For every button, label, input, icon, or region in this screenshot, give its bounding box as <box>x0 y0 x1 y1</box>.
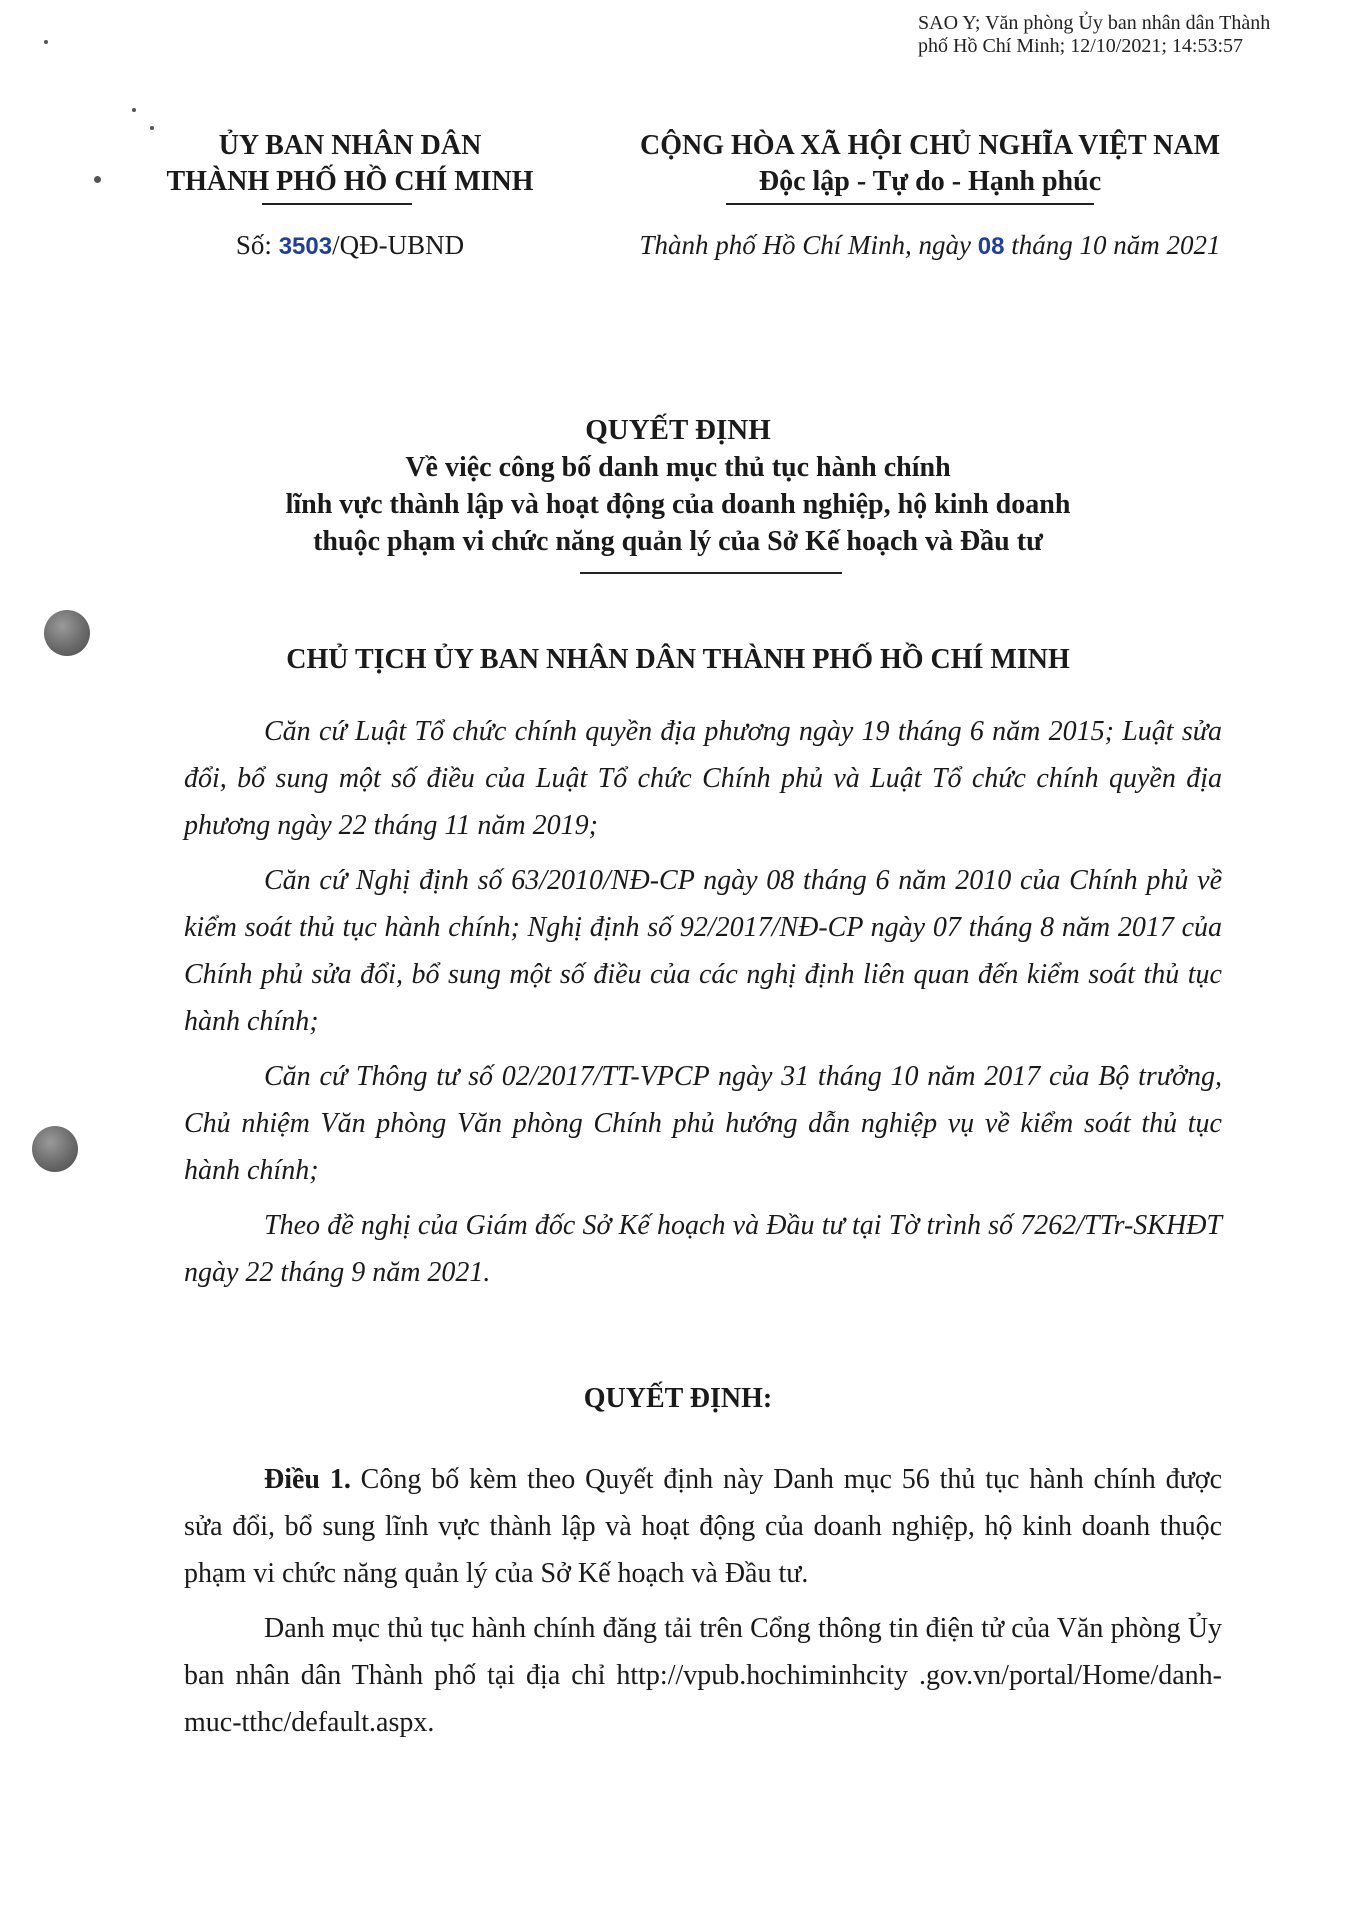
nation-motto: Độc lập - Tự do - Hạnh phúc <box>758 166 1102 197</box>
article-1 <box>184 1456 1222 1754</box>
scan-speck <box>94 176 101 183</box>
copy-stamp-line2: phố Hồ Chí Minh; 12/10/2021; 14:53:57 <box>918 35 1244 57</box>
punch-hole-top <box>44 610 90 656</box>
decide-heading: QUYẾT ĐỊNH: <box>583 1383 773 1414</box>
scan-speck <box>44 40 48 44</box>
preamble-paragraph: Căn cứ Thông tư số 02/2017/TT-VPCP ngày 31 tháng 10 năm 2017 của Bộ trưởng, Chủ nhiệm Văn phòng Văn phòng Chính phủ hướng dẫn nghiệp vụ về kiểm soát thủ tục hành chính; <box>184 1061 1222 1186</box>
title-line2: lĩnh vực thành lập và hoạt động của doanh nghiệp, hộ kinh doanh <box>285 489 1071 520</box>
issuing-agency <box>110 128 590 200</box>
date-prefix: Thành phố Hồ Chí Minh, ngày <box>639 230 978 260</box>
agency-underline <box>262 203 412 205</box>
agency-line2: THÀNH PHỐ HỒ CHÍ MINH <box>166 166 534 197</box>
doc-number-prefix: Số: <box>235 230 279 260</box>
decision-title <box>150 412 1206 560</box>
date-suffix: tháng 10 năm 2021 <box>1004 230 1221 260</box>
agency-line1: ỦY BAN NHÂN DÂN <box>218 130 482 161</box>
motto-underline <box>726 203 1094 205</box>
copy-stamp-line1: SAO Y; Văn phòng Ủy ban nhân dân Thành <box>918 12 1271 34</box>
article-1-paragraph-2: Danh mục thủ tục hành chính đăng tải trên Cổng thông tin điện tử của Văn phòng Ủy ban nhân dân Thành phố tại địa chỉ http://vpub.hochiminhcity .gov.vn/portal/Home/danh-muc-tthc/default.aspx. <box>184 1613 1222 1738</box>
doc-number-suffix: /QĐ-UBND <box>332 230 465 260</box>
title-underline <box>580 572 842 574</box>
issue-date <box>580 230 1280 261</box>
doc-number-value: 3503 <box>278 233 333 260</box>
document-number <box>110 230 590 261</box>
preamble-paragraph: Theo đề nghị của Giám đốc Sở Kế hoạch và Đầu tư tại Tờ trình số 7262/TTr-SKHĐT ngày 22 tháng 9 năm 2021. <box>184 1210 1222 1288</box>
preamble <box>184 708 1222 1304</box>
preamble-paragraph: Căn cứ Nghị định số 63/2010/NĐ-CP ngày 08 tháng 6 năm 2010 của Chính phủ về kiểm soát thủ tục hành chính; Nghị định số 92/2017/NĐ-CP ngày 07 tháng 8 năm 2017 của Chính phủ sửa đổi, bổ sung một số điều của các nghị định liên quan đến kiểm soát thủ tục hành chính; <box>184 865 1222 1037</box>
title-line3: thuộc phạm vi chức năng quản lý của Sở Kế hoạch và Đầu tư <box>313 526 1043 557</box>
scan-speck <box>132 108 136 112</box>
article-1-text: Công bố kèm theo Quyết định này Danh mục 56 thủ tục hành chính được sửa đổi, bổ sung lĩnh vực thành lập và hoạt động của doanh nghiệp, hộ kinh doanh thuộc phạm vi chức năng quản lý của Sở Kế hoạch và Đầu tư. <box>184 1464 1222 1589</box>
nation-line1: CỘNG HÒA XÃ HỘI CHỦ NGHĨA VIỆT NAM <box>639 130 1221 161</box>
punch-hole-bottom <box>32 1126 78 1172</box>
article-1-paragraph <box>184 1456 1222 1597</box>
title-main: QUYẾT ĐỊNH <box>585 414 771 446</box>
chairman-heading: CHỦ TỊCH ỦY BAN NHÂN DÂN THÀNH PHỐ HỒ CHÍ MINH <box>286 644 1070 675</box>
copy-stamp <box>918 12 1338 58</box>
date-day: 08 <box>977 233 1005 260</box>
national-header <box>580 128 1280 200</box>
preamble-paragraph: Căn cứ Luật Tổ chức chính quyền địa phương ngày 19 tháng 6 năm 2015; Luật sửa đổi, bổ sung một số điều của Luật Tổ chức Chính phủ và Luật Tổ chức chính quyền địa phương ngày 22 tháng 11 năm 2019; <box>184 716 1222 841</box>
article-1-label: Điều 1. <box>264 1464 351 1495</box>
title-line1: Về việc công bố danh mục thủ tục hành chính <box>405 452 951 483</box>
